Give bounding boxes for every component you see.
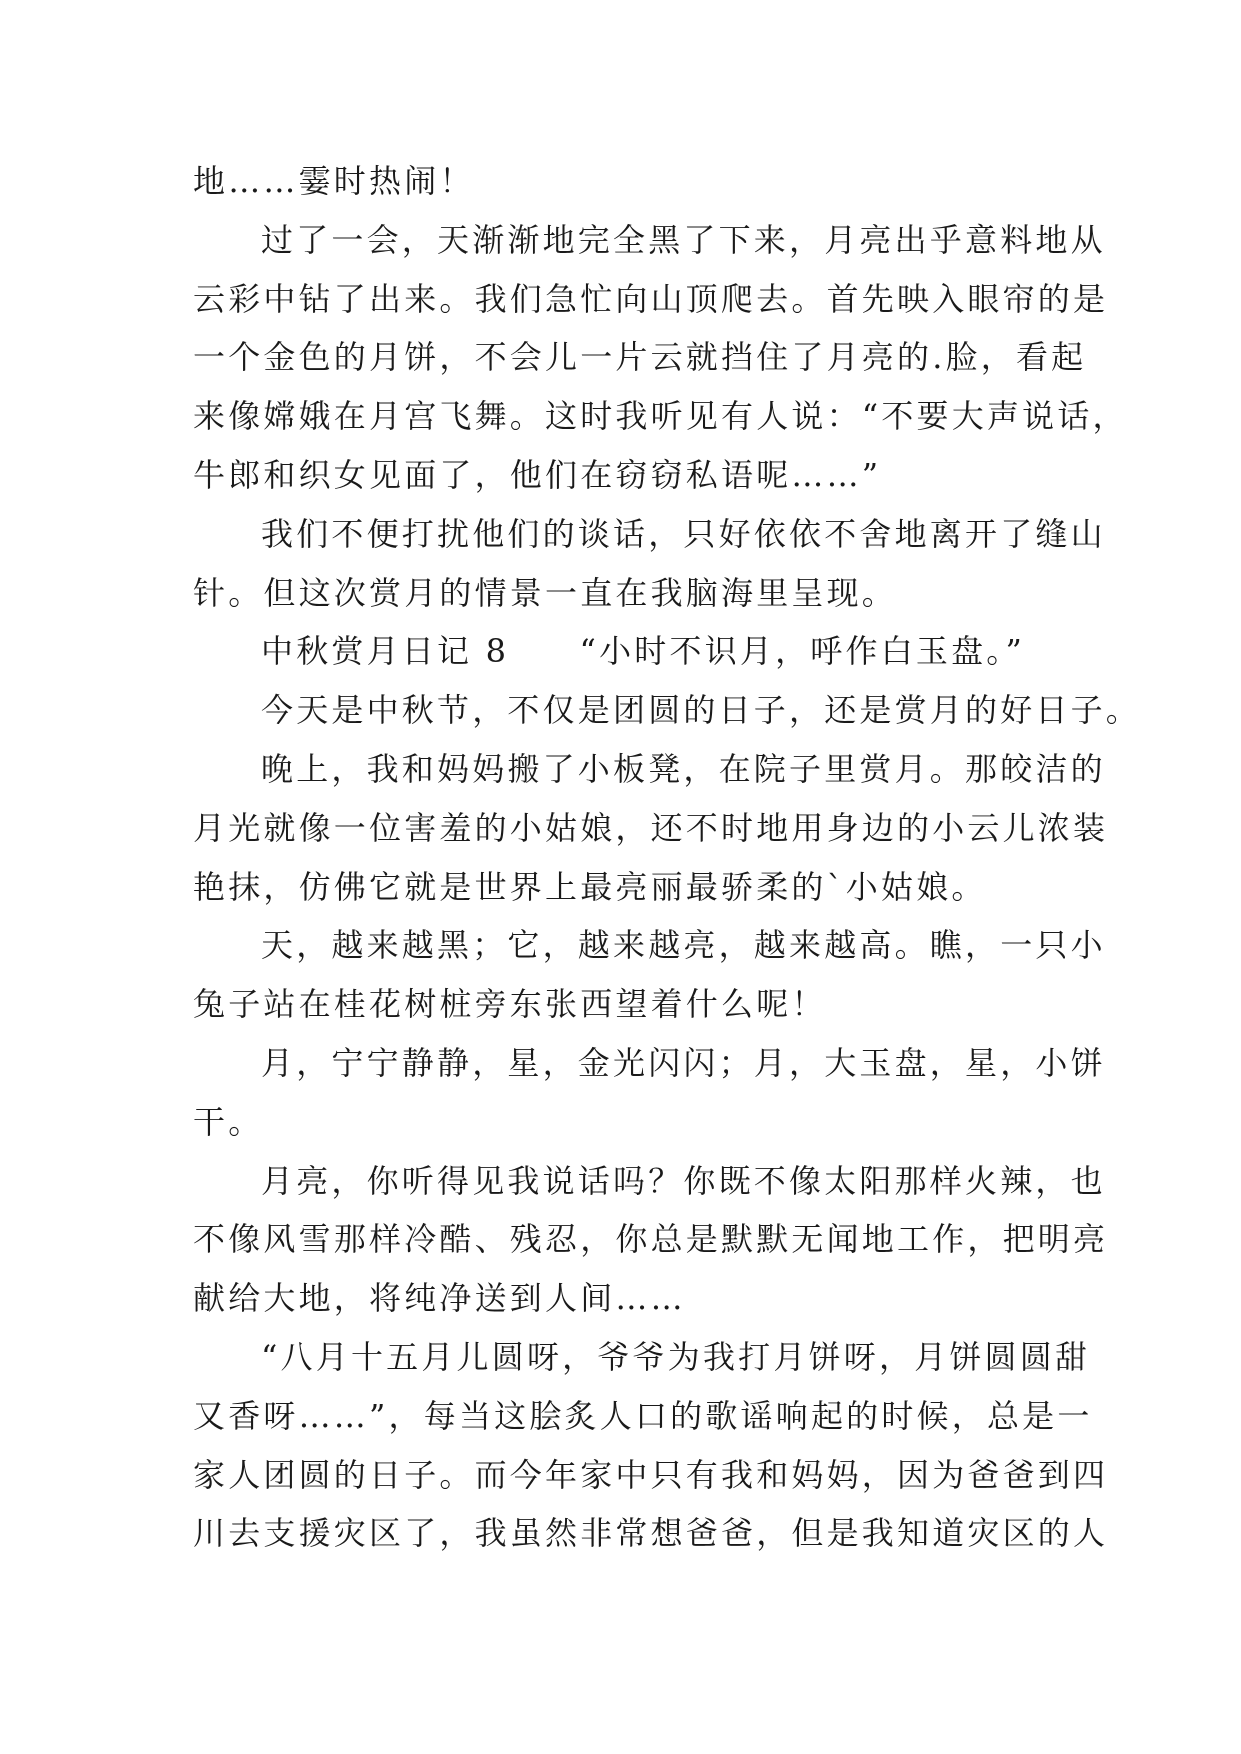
text-line: 献给大地，将纯净送到人间……: [193, 1279, 686, 1318]
text-line: 云彩中钻了出来。我们急忙向山顶爬去。首先映入眼帘的是: [193, 279, 1109, 318]
text-line: 干。: [193, 1102, 264, 1141]
paragraph-start-line: 月亮，你听得见我说话吗？你既不像太阳那样火辣，也: [261, 1161, 1106, 1200]
text-line: 牛郎和织女见面了，他们在窃窃私语呢……”: [193, 455, 882, 494]
text-line: 地……霎时热闹！: [193, 162, 475, 200]
text-line: 来像嫦娥在月宫飞舞。这时我听见有人说：“不要大声说话，: [193, 397, 1128, 436]
text-line: 月光就像一位害羞的小姑娘，还不时地用身边的小云儿浓装: [193, 808, 1109, 847]
paragraph-start-line: 我们不便打扰他们的谈话，只好依依不舍地离开了缝山: [261, 514, 1106, 553]
text-line: 一个金色的月饼，不会儿一片云就挡住了月亮的.脸，看起: [193, 338, 1087, 377]
paragraph-start-line: 天，越来越黑；它，越来越亮，越来越高。瞧，一只小: [261, 926, 1106, 965]
document-body: [193, 152, 1142, 1563]
paragraph-start-line: 月，宁宁静静，星，金光闪闪；月，大玉盘，星，小饼: [261, 1043, 1106, 1082]
diary-heading-line: 中秋赏月日记 8 “小时不识月，呼作白玉盘。”: [261, 632, 1026, 671]
text-line: 艳抹，仿佛它就是世界上最亮丽最骄柔的`小姑娘。: [193, 867, 987, 906]
text-line: 不像风雪那样冷酷、残忍，你总是默默无闻地工作，把明亮: [193, 1220, 1109, 1259]
text-line: 川去支援灾区了，我虽然非常想爸爸，但是我知道灾区的人: [193, 1514, 1109, 1553]
text-line: 兔子站在桂花树桩旁东张西望着什么呢！: [193, 985, 827, 1024]
text-line: 家人团圆的日子。而今年家中只有我和妈妈，因为爸爸到四: [193, 1455, 1109, 1494]
text-line: 又香呀……”，每当这脍炙人口的歌谣响起的时候，总是一: [193, 1396, 1093, 1435]
text-line: 针。但这次赏月的情景一直在我脑海里呈现。: [193, 573, 898, 612]
paragraph-start-line: 晚上，我和妈妈搬了小板凳，在院子里赏月。那皎洁的: [261, 749, 1106, 788]
paragraph-start-line: “八月十五月儿圆呀，爷爷为我打月饼呀，月饼圆圆甜: [261, 1337, 1091, 1376]
paragraph-start-line: 过了一会，天渐渐地完全黑了下来，月亮出乎意料地从: [261, 220, 1106, 259]
paragraph-start-line: 今天是中秋节，不仅是团圆的日子，还是赏月的好日子。: [261, 691, 1142, 730]
